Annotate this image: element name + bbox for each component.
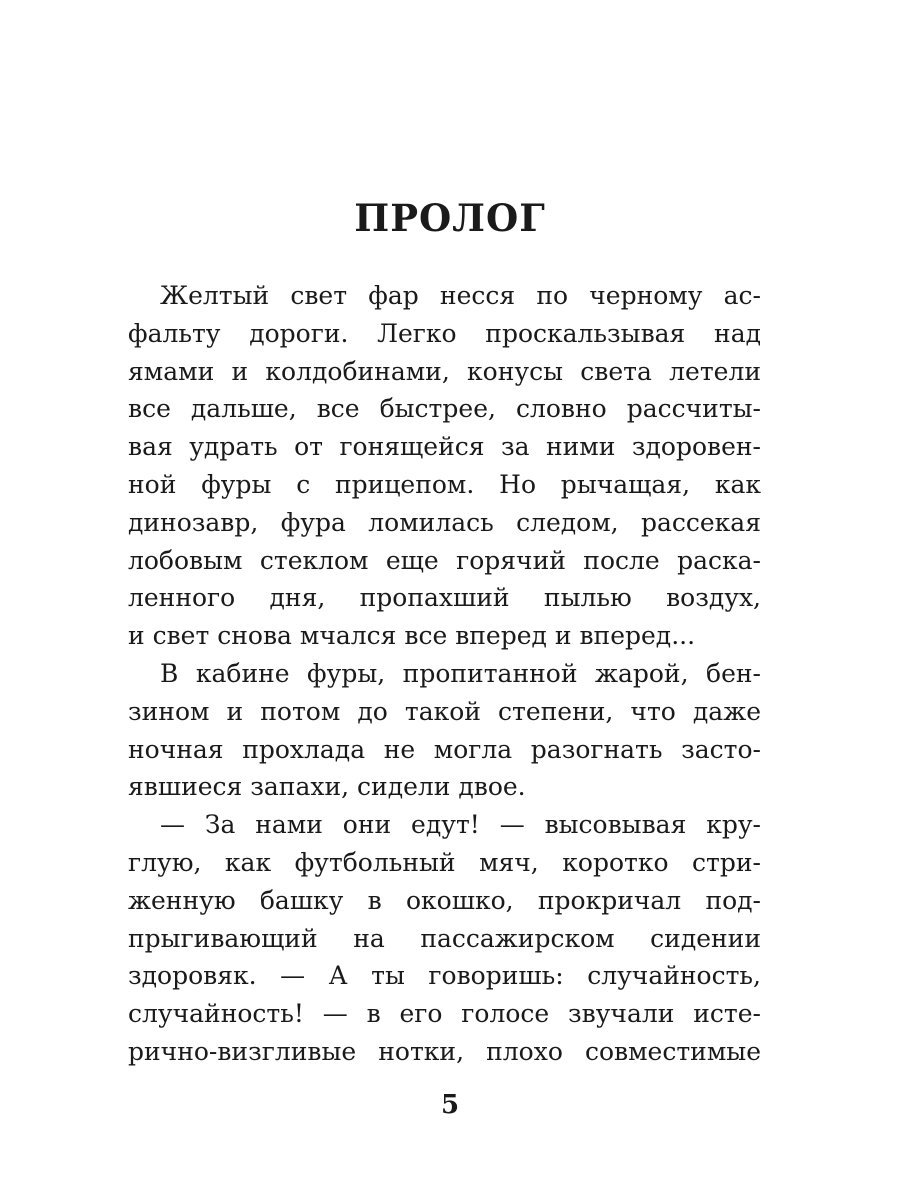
body-text bbox=[128, 277, 761, 1071]
text-line: В кабине фуры, пропитанной жарой, бен- bbox=[160, 658, 761, 688]
text-line: прыгивающий на пассажирском сидении bbox=[128, 923, 761, 953]
text-line: случайность! — в его голосе звучали исте- bbox=[128, 999, 761, 1029]
text-line: лобовым стеклом еще горячий после раска- bbox=[128, 545, 761, 575]
text-line: глую, как футбольный мяч, коротко стри- bbox=[128, 847, 761, 877]
text-line: фальту дороги. Легко проскальзывая над bbox=[128, 318, 761, 348]
text-line: женную башку в окошко, прокричал под- bbox=[128, 885, 761, 915]
text-line: ямами и колдобинами, конусы света летели bbox=[128, 356, 761, 386]
text-line: — За нами они едут! — высовывая кру- bbox=[160, 810, 761, 840]
text-line: здоровяк. — А ты говоришь: случайность, bbox=[128, 961, 761, 991]
text-line: ленного дня, пропахший пылью воздух, bbox=[128, 583, 761, 613]
text-line: явшиеся запахи, сидели двое. bbox=[128, 772, 526, 802]
text-line: Желтый свет фар несся по черному ас- bbox=[160, 281, 761, 310]
page-number: 5 bbox=[440, 1090, 460, 1120]
text-line: и свет снова мчался все вперед и вперед... bbox=[128, 621, 696, 651]
text-line: ной фуры с прицепом. Но рычащая, как bbox=[128, 469, 761, 499]
text-line: зином и потом до такой степени, что даже bbox=[128, 696, 761, 726]
text-line: рично-визгливые нотки, плохо совместимые bbox=[128, 1036, 761, 1066]
chapter-title: ПРОЛОГ bbox=[354, 196, 546, 240]
text-line: вая удрать от гонящейся за ними здоровен- bbox=[128, 432, 761, 462]
text-line: ночная прохлада не могла разогнать засто- bbox=[128, 734, 761, 764]
text-line: динозавр, фура ломилась следом, рассекая bbox=[128, 507, 761, 537]
text-line: все дальше, все быстрее, словно рассчиты- bbox=[128, 394, 761, 424]
